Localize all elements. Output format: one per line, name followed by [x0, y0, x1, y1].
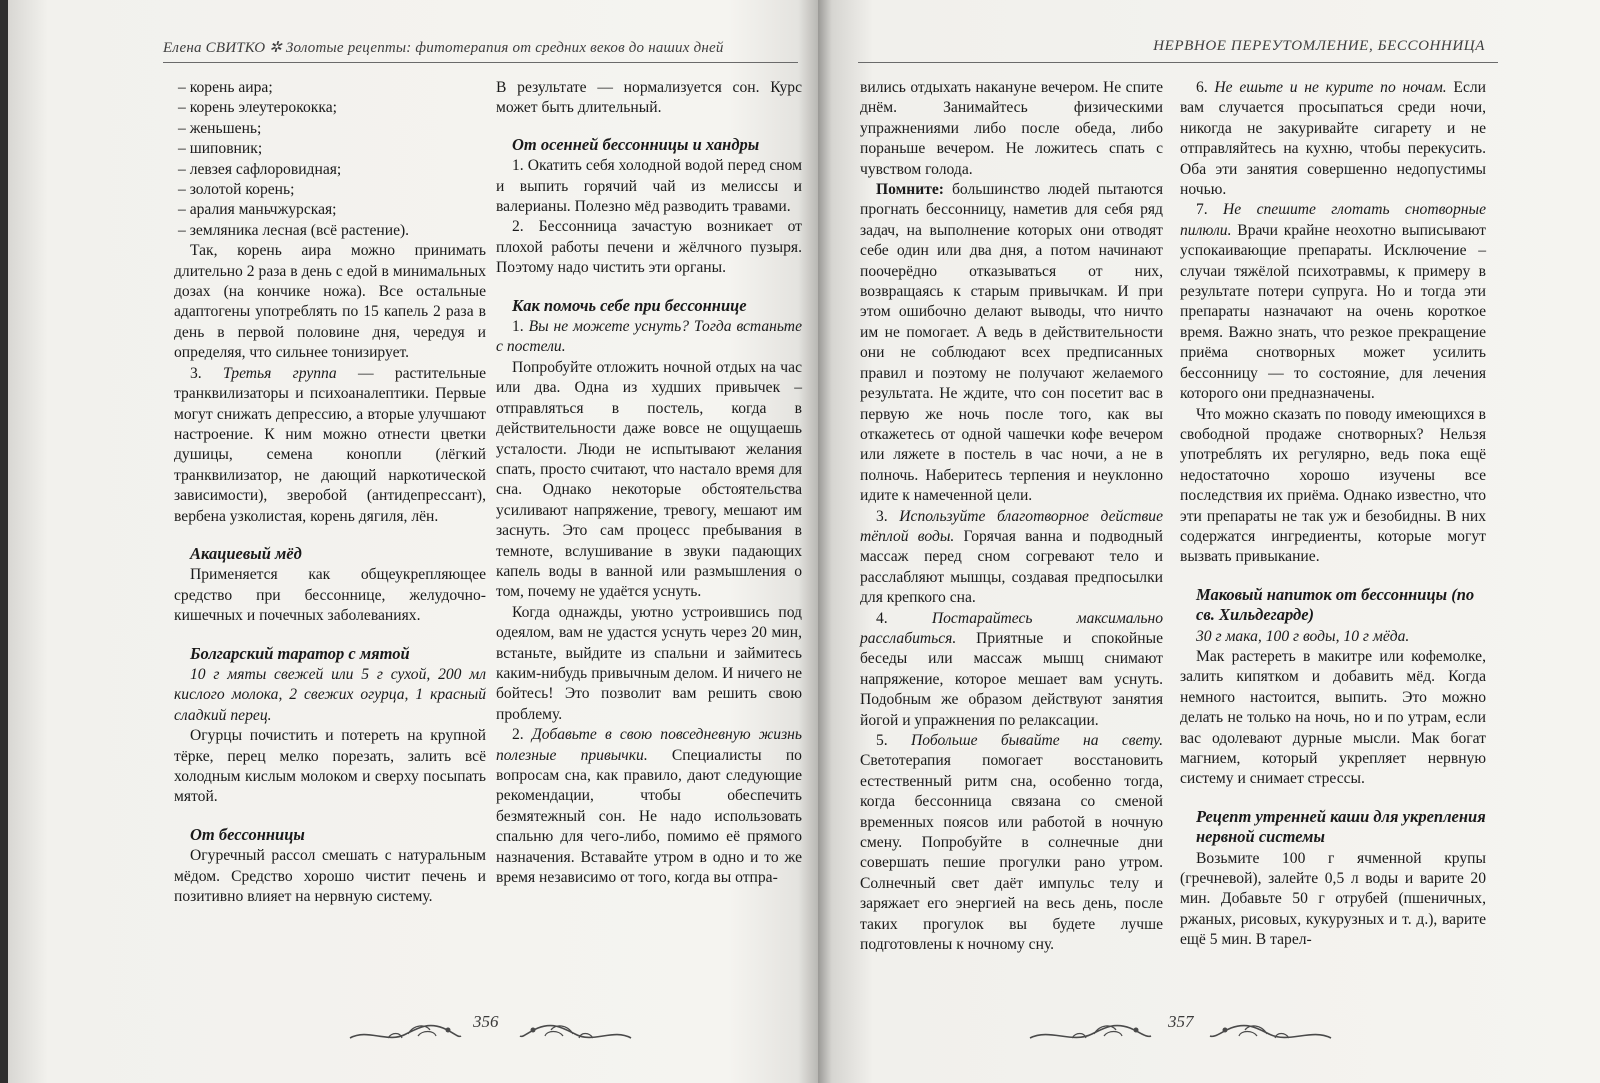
item-number: 1. [512, 318, 524, 336]
paragraph [1180, 78, 1486, 200]
ingredients: 10 г мяты свежей или 5 г сухой, 200 мл кислого молока, 2 свежих огурца, 1 красный сладкий перец. [174, 665, 486, 724]
paragraph: В результате — нормализуется сон. Курс может быть длительный. [496, 79, 802, 117]
right-column-2 [1180, 78, 1486, 951]
paragraph [1180, 200, 1486, 404]
paragraph [860, 609, 1163, 731]
paragraph: 2. Бессонница зачастую возникает от плохой работы печени и жёлчного пузыря. Поэтому надо чистить эти органы. [496, 218, 802, 277]
paragraph-text: Светотерапия помогает восстановить естественный ритм сна, особенно тогда, когда бессонница связана со сменой временных поясов или работой в ночную смену. Попробуйте в солнечные дни совершать пешие прогулки рано утром. Солнечный свет даёт импульс телу и заряжает его энергией на весь день, после таких прогулок вы будете лучше подготовлены к ночному сну. [860, 752, 1163, 954]
paragraph-text: Если вам случается просыпаться среди ночи, никогда не закуривайте сигарету и не отправляйтесь на кухню, чтобы перекусить. Оба эти занятия совершенно недопустимы ночью. [1180, 79, 1486, 199]
recipe-heading: Болгарский таратор с мятой [190, 643, 410, 663]
italic-term: Третья группа [222, 364, 337, 382]
item-number: 5. [876, 732, 888, 749]
paragraph: Огуречный рассол смешать с натуральным мёдом. Средство хорошо чистит печень и позитивно влияет на нервную систему. [174, 847, 486, 906]
list-item: – левзея сафлоровидная; [178, 160, 342, 178]
paragraph [860, 507, 1163, 609]
item-number: 4. [876, 609, 888, 627]
italic-term: Используйте благотворное действие тёплой воды. [860, 507, 1163, 545]
paragraph-text: Приятные и спокойные беседы или массаж мышц снимают напряжение, которое мешает вам уснуть. Подобным же образом действуют занятия йогой и упражнения по релаксации. [860, 629, 1163, 729]
ingredients: 30 г мака, 100 г воды, 10 г мёда. [1196, 627, 1410, 645]
paragraph [860, 731, 1163, 955]
recipe-heading: От бессонницы [190, 824, 305, 844]
page-footer [1028, 1010, 1348, 1050]
left-column-1 [174, 78, 486, 907]
paragraph: 1. Окатить себя холодной водой перед сном и выпить горячий чай из мелиссы и валерианы. Полезно мёд разводить травами. [496, 157, 802, 216]
left-page-header: Елена СВИТКО ✲ Золотые рецепты: фитотерапия от средних веков до наших дней [163, 40, 724, 56]
recipe-heading: Маковый напиток от бессонницы (по св. Хильдегарде) [1196, 584, 1475, 625]
left-column-2 [496, 78, 802, 888]
italic-term: Постарайтесь максимально расслабиться. [860, 609, 1163, 647]
paragraph [496, 725, 802, 888]
italic-term: Добавьте в свою повседневную жизнь полезные привычки. [496, 726, 802, 764]
recipe-heading: От осенней бессонницы и хандры [512, 134, 760, 154]
bold-term: Помните: [876, 181, 944, 199]
paragraph-text: Горячая ванна и подводный массаж перед сном согревают тело и расслабляют мышцы, создавая предпосылки для крепкого сна. [860, 527, 1163, 607]
list-item: – золотой корень; [178, 181, 295, 199]
paragraph-text: большинство людей пытаются прогнать бессонницу, наметив для себя ряд задач, на выполнение которых они отводят себе один или два дня, а потом начинают поочерёдно отказываться от них, возвращаясь к старым привычкам. И при этом ошибочно делают выводы, что ничто им не помогает. А ведь в действительности они не соблюдают всех предписанных правил и поэтому не получают желаемого результата. Не ждите, что сон посетит вас в первую же ночь после того, как вы откажетесь от одной чашечки кофе вечером или ляжете в постель в час ночи, а не в полночь. Наберитесь терпения и неуклонно идите к намеченной цели. [860, 181, 1163, 505]
left-page [8, 0, 818, 1083]
italic-term: Не ешьте и не курите по ночам. [1214, 79, 1447, 96]
paragraph: Когда однажды, уютно устроившись под одеялом, вам не удастся уснуть через 20 мин, встаньте, выйдите из спальни и займитесь каким-нибудь привычным делом. И ничего не бойтесь! Это позволит вам решить свою проблему. [496, 603, 802, 723]
paragraph: Мак растереть в макитре или кофемолке, залить кипятком и добавить мёд. Когда немного настоится, выпить. Это можно делать не только на ночь, но и по утрам, если вас одолевают дурные мысли. Мак богат магнием, который укрепляет нервную систему и снимает стрессы. [1180, 647, 1486, 788]
paragraph: Применяется как общеукрепляющее средство при бессоннице, желудочно-кишечных и почечных заболеваниях. [174, 566, 486, 625]
header-rule [163, 62, 798, 63]
list-item: – корень элеутерококка; [178, 99, 337, 117]
list-item: – земляника лесная (всё растение). [178, 221, 410, 239]
page-number: 356 [473, 1012, 499, 1031]
ornament-left [348, 1018, 463, 1046]
recipe-heading: Акациевый мёд [190, 543, 302, 563]
paragraph-text: Специалисты по вопросам сна, как правило, дают следующие рекомендации, чтобы обеспечить безмятежный сон. Не надо использовать спальню для чего-либо, помимо её прямого назначения. Вставайте утром в одно и то же время независимо от того, когда вы отпра- [496, 746, 802, 887]
italic-term: Побольше бывайте на свету. [911, 732, 1163, 749]
paragraph: Так, корень аира можно принимать длительно 2 раза в день с едой в минимальных дозах (на кончике ножа). Все остальные адаптогены употреблять по 15 капель 2 раза в день в первой половине дня, чередуя и определяя, что сильнее тонизирует. [174, 242, 486, 362]
ornament-left [1028, 1018, 1153, 1046]
italic-term: Не спешите глотать снотворные пилюли. [1180, 201, 1486, 239]
item-number: 3. [876, 507, 888, 525]
paragraph [860, 180, 1163, 507]
page-number: 357 [1168, 1012, 1194, 1031]
paragraph-text: — растительные транквилизаторы и психоаналептики. Первые могут снижать депрессию, а вторые улучшают настроение. К ним можно отнести цветки душицы, семена конопли (лёгкий транквилизатор, не дающий наркотической зависимости), зверобой (антидепрессант), вербена узколистая, корень дягиля, лён. [174, 364, 486, 525]
paragraph [174, 364, 486, 527]
section-heading: Как помочь себе при бессоннице [512, 295, 747, 315]
page-footer [348, 1010, 648, 1050]
right-column-1 [860, 78, 1163, 955]
paragraph: Попробуйте отложить ночной отдых на час или два. Одна из худших привычек – отправляться в постель, когда в действительности даже вовсе не ощущаешь усталости. Люди не испытывают желания спать, просто считают, что настало время для сна. Однако некоторые обстоятельства усиливают напряжение, тревогу, мешают им заснуть. Это сам процесс пребывания в темноте, вслушивание в звуки падающих капель воды в ванной или размышления о том, почему не удаётся уснуть. [496, 358, 802, 601]
item-number: 7. [1196, 201, 1208, 219]
item-number: 3. [190, 364, 202, 382]
paragraph: вились отдыхать накануне вечером. Не спите днём. Занимайтесь физическими упражнениями либо после обеда, либо пораньше вечером. Не ложитесь спать с чувством голода. [860, 79, 1163, 178]
list-item: – шиповник; [178, 140, 263, 158]
right-page-header: НЕРВНОЕ ПЕРЕУТОМЛЕНИЕ, БЕССОННИЦА [1153, 38, 1485, 54]
italic-term: Вы не можете уснуть? Тогда встаньте с постели. [496, 318, 802, 356]
header-rule [858, 62, 1498, 63]
paragraph: Что можно сказать по поводу имеющихся в свободной продаже снотворных? Нельзя употреблять их регулярно, ведь пока ещё недостаточно хорошо изучены все последствия их приёма. Однако известно, что эти препараты не так уж и безобидны. В них содержатся ингредиенты, которые могут вызвать привыкание. [1180, 405, 1486, 566]
paragraph: Возьмите 100 г ячменной крупы (гречневой), залейте 0,5 л воды и варите 20 мин. Добавьте 50 г отрубей (пшеничных, ржаных, рисовых, кукурузных и т. д.), варите ещё 5 мин. В тарел- [1180, 849, 1486, 949]
paragraph-text: Врачи крайне неохотно выписывают успокаивающие препараты. Исключение – случаи тяжёлой психотравмы, к примеру в результате потери супруга. Но и тогда эти препараты назначают на очень короткое время. Важно знать, что резкое прекращение приёма снотворных может усилить бессонницу — то состояние, для лечения которого они предназначены. [1180, 221, 1486, 403]
recipe-heading: Рецепт утренней каши для укрепления нервной системы [1196, 806, 1486, 847]
item-number: 6. [1196, 79, 1208, 96]
list-item: – аралия маньчжурская; [178, 201, 337, 219]
paragraph [496, 317, 802, 358]
right-page [818, 0, 1600, 1083]
ornament-right [1208, 1018, 1333, 1046]
list-item: – корень аира; [178, 79, 273, 96]
list-item: – женьшень; [178, 119, 262, 137]
item-number: 2. [512, 726, 524, 744]
ornament-right [518, 1018, 633, 1046]
paragraph: Огурцы почистить и потереть на крупной тёрке, перец мелко порезать, залить всё холодным кислым молоком и сверху посыпать мятой. [174, 727, 486, 806]
